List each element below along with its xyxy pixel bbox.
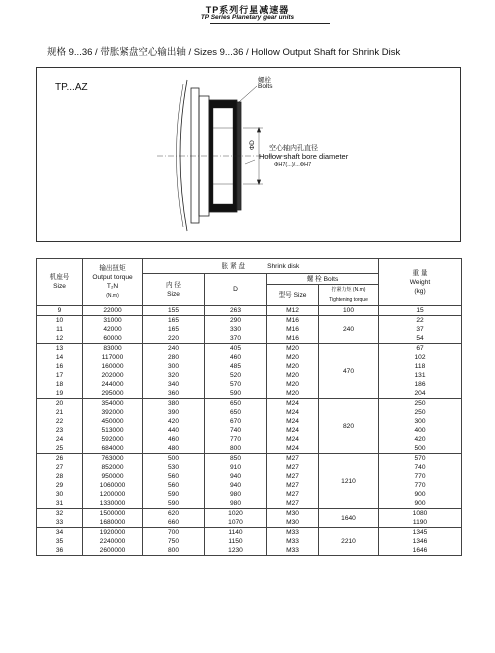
table-cell: 131 bbox=[379, 371, 462, 380]
table-cell: 320 bbox=[143, 371, 205, 380]
table-cell: 300 bbox=[379, 417, 462, 426]
table-cell: 155 bbox=[143, 306, 205, 316]
table-row bbox=[37, 344, 462, 354]
table-row bbox=[37, 435, 462, 444]
table-cell: 250 bbox=[379, 408, 462, 417]
table-cell: 485 bbox=[205, 362, 267, 371]
tightening-torque-cell: 240 bbox=[319, 316, 379, 344]
table-cell: 800 bbox=[205, 444, 267, 454]
table-cell: M20 bbox=[267, 389, 319, 399]
table-cell: M24 bbox=[267, 426, 319, 435]
table-cell: 750 bbox=[143, 537, 205, 546]
table-cell: 440 bbox=[143, 426, 205, 435]
table-cell: 290 bbox=[205, 316, 267, 326]
table-row bbox=[37, 334, 462, 344]
spec-table-body bbox=[37, 306, 462, 556]
table-cell: M24 bbox=[267, 399, 319, 409]
col-size-header: 机座号 Size bbox=[37, 259, 83, 306]
table-cell: 910 bbox=[205, 463, 267, 472]
table-cell: 22000 bbox=[83, 306, 143, 316]
table-cell: 22 bbox=[37, 417, 83, 426]
table-cell: 1330000 bbox=[83, 499, 143, 509]
table-cell: 590 bbox=[143, 490, 205, 499]
table-row bbox=[37, 362, 462, 371]
table-cell: 160000 bbox=[83, 362, 143, 371]
col-d-header: D bbox=[205, 274, 267, 306]
table-cell: 1680000 bbox=[83, 518, 143, 528]
table-cell: 36 bbox=[37, 546, 83, 556]
table-cell: 1060000 bbox=[83, 481, 143, 490]
table-cell: 42000 bbox=[83, 325, 143, 334]
table-row bbox=[37, 426, 462, 435]
table-row bbox=[37, 306, 462, 316]
table-row bbox=[37, 353, 462, 362]
table-cell: 1150 bbox=[205, 537, 267, 546]
table-cell: M20 bbox=[267, 344, 319, 354]
table-cell: 684000 bbox=[83, 444, 143, 454]
table-cell: 280 bbox=[143, 353, 205, 362]
table-cell: 650 bbox=[205, 408, 267, 417]
table-cell: 650 bbox=[205, 399, 267, 409]
table-cell: 1230 bbox=[205, 546, 267, 556]
table-cell: 770 bbox=[205, 435, 267, 444]
table-cell: 520 bbox=[205, 371, 267, 380]
table-cell: M12 bbox=[267, 306, 319, 316]
table-cell: 165 bbox=[143, 316, 205, 326]
table-cell: 102 bbox=[379, 353, 462, 362]
table-cell: 770 bbox=[379, 472, 462, 481]
drawing-frame bbox=[36, 67, 461, 242]
table-cell: 10 bbox=[37, 316, 83, 326]
table-cell: 500 bbox=[143, 454, 205, 464]
table-cell: 740 bbox=[379, 463, 462, 472]
table-cell: M27 bbox=[267, 472, 319, 481]
table-row bbox=[37, 481, 462, 490]
table-cell: 54 bbox=[379, 334, 462, 344]
table-row bbox=[37, 490, 462, 499]
table-cell: 900 bbox=[379, 490, 462, 499]
table-cell: 12 bbox=[37, 334, 83, 344]
table-cell: 37 bbox=[379, 325, 462, 334]
table-cell: 11 bbox=[37, 325, 83, 334]
header-divider bbox=[210, 23, 330, 24]
shrink-disk-header: 胀 紧 盘 Shrink disk bbox=[143, 259, 379, 274]
table-cell: 900 bbox=[379, 499, 462, 509]
table-cell: M24 bbox=[267, 444, 319, 454]
table-cell: 202000 bbox=[83, 371, 143, 380]
tightening-torque-cell: 100 bbox=[319, 306, 379, 316]
table-cell: M20 bbox=[267, 362, 319, 371]
table-cell: 354000 bbox=[83, 399, 143, 409]
table-cell: 165 bbox=[143, 325, 205, 334]
table-row bbox=[37, 380, 462, 389]
table-row bbox=[37, 408, 462, 417]
table-cell: M20 bbox=[267, 371, 319, 380]
table-row bbox=[37, 371, 462, 380]
table-cell: 1140 bbox=[205, 528, 267, 538]
table-cell: 763000 bbox=[83, 454, 143, 464]
table-cell: M20 bbox=[267, 353, 319, 362]
table-row bbox=[37, 463, 462, 472]
table-cell: 340 bbox=[143, 380, 205, 389]
table-cell: 392000 bbox=[83, 408, 143, 417]
tolerance-label: ΦH7(...)/...ΦH7 bbox=[274, 162, 312, 168]
tightening-torque-cell: 820 bbox=[319, 399, 379, 454]
table-cell: 770 bbox=[379, 481, 462, 490]
table-row bbox=[37, 444, 462, 454]
table-cell: 33 bbox=[37, 518, 83, 528]
table-cell: 25 bbox=[37, 444, 83, 454]
table-cell: 22 bbox=[379, 316, 462, 326]
table-cell: 1646 bbox=[379, 546, 462, 556]
shrink-disk-drawing bbox=[37, 68, 462, 243]
table-cell: 460 bbox=[143, 435, 205, 444]
table-cell: M24 bbox=[267, 408, 319, 417]
table-cell: 852000 bbox=[83, 463, 143, 472]
section-title: 规格 9...36 / 带胀紧盘空心输出轴 / Sizes 9...36 / Hollow Output Shaft for Shrink Disk bbox=[47, 47, 401, 58]
table-cell: 330 bbox=[205, 325, 267, 334]
table-row bbox=[37, 454, 462, 464]
table-cell: 300 bbox=[143, 362, 205, 371]
table-cell: 620 bbox=[143, 509, 205, 519]
table-cell: M27 bbox=[267, 454, 319, 464]
tightening-torque-cell: 1640 bbox=[319, 509, 379, 528]
table-cell: M30 bbox=[267, 518, 319, 528]
bolts-header: 螺 栓 Bolts bbox=[267, 274, 379, 285]
table-cell: 1346 bbox=[379, 537, 462, 546]
bolts-label-en: Bolts bbox=[258, 83, 273, 90]
table-cell: 400 bbox=[379, 426, 462, 435]
table-cell: 420 bbox=[379, 435, 462, 444]
model-label: TP...AZ bbox=[55, 82, 88, 93]
table-cell: 17 bbox=[37, 371, 83, 380]
table-cell: 295000 bbox=[83, 389, 143, 399]
table-cell: 740 bbox=[205, 426, 267, 435]
table-row bbox=[37, 509, 462, 519]
table-row bbox=[37, 472, 462, 481]
table-cell: 1200000 bbox=[83, 490, 143, 499]
table-cell: 560 bbox=[143, 481, 205, 490]
table-cell: M27 bbox=[267, 481, 319, 490]
table-cell: 1070 bbox=[205, 518, 267, 528]
table-cell: 28 bbox=[37, 472, 83, 481]
table-cell: M24 bbox=[267, 417, 319, 426]
table-cell: 592000 bbox=[83, 435, 143, 444]
table-cell: 15 bbox=[379, 306, 462, 316]
table-cell: M16 bbox=[267, 316, 319, 326]
table-cell: 117000 bbox=[83, 353, 143, 362]
table-cell: 1020 bbox=[205, 509, 267, 519]
table-cell: 850 bbox=[205, 454, 267, 464]
table-cell: 240 bbox=[143, 344, 205, 354]
table-cell: 940 bbox=[205, 481, 267, 490]
table-cell: 244000 bbox=[83, 380, 143, 389]
table-cell: 204 bbox=[379, 389, 462, 399]
bore-dim-label: ΦD bbox=[249, 140, 256, 150]
table-cell: 19 bbox=[37, 389, 83, 399]
table-cell: 16 bbox=[37, 362, 83, 371]
table-cell: 250 bbox=[379, 399, 462, 409]
table-cell: 35 bbox=[37, 537, 83, 546]
tightening-torque-cell: 1210 bbox=[319, 454, 379, 509]
table-cell: 2600000 bbox=[83, 546, 143, 556]
table-row bbox=[37, 389, 462, 399]
table-cell: 480 bbox=[143, 444, 205, 454]
table-cell: 1080 bbox=[379, 509, 462, 519]
bore-label-en: Hollow shaft bore diameter bbox=[259, 152, 349, 161]
table-cell: 1500000 bbox=[83, 509, 143, 519]
table-cell: 1345 bbox=[379, 528, 462, 538]
table-row bbox=[37, 316, 462, 326]
table-row bbox=[37, 546, 462, 556]
table-cell: 420 bbox=[143, 417, 205, 426]
table-cell: 390 bbox=[143, 408, 205, 417]
table-cell: 13 bbox=[37, 344, 83, 354]
table-cell: 800 bbox=[143, 546, 205, 556]
tightening-torque-cell: 470 bbox=[319, 344, 379, 399]
table-cell: M27 bbox=[267, 463, 319, 472]
table-cell: 450000 bbox=[83, 417, 143, 426]
table-cell: 530 bbox=[143, 463, 205, 472]
table-row bbox=[37, 518, 462, 528]
table-row bbox=[37, 499, 462, 509]
table-cell: M27 bbox=[267, 499, 319, 509]
table-cell: 118 bbox=[379, 362, 462, 371]
table-cell: 980 bbox=[205, 490, 267, 499]
col-torque-header: 输出扭矩 Output torque T₂N (N.m) bbox=[83, 259, 143, 306]
table-cell: M33 bbox=[267, 537, 319, 546]
table-cell: 24 bbox=[37, 435, 83, 444]
table-row bbox=[37, 537, 462, 546]
col-weight-header: 重 量 Weight (kg) bbox=[379, 259, 462, 306]
header-title-cn: TP系列行星减速器 bbox=[205, 5, 290, 15]
table-cell: 31 bbox=[37, 499, 83, 509]
table-cell: 220 bbox=[143, 334, 205, 344]
col-bolt-size-header: 型号 Size bbox=[267, 285, 319, 306]
bolts-label-cn: 螺栓 bbox=[258, 77, 271, 84]
table-cell: 660 bbox=[143, 518, 205, 528]
table-cell: 83000 bbox=[83, 344, 143, 354]
header-title-en: TP Series Planetary gear units bbox=[200, 14, 295, 21]
col-tightening-header: 拧紧力矩 (N.m) Tightening torque bbox=[319, 285, 379, 306]
table-cell: 950000 bbox=[83, 472, 143, 481]
spec-table bbox=[36, 258, 462, 556]
table-row bbox=[37, 399, 462, 409]
table-cell: 67 bbox=[379, 344, 462, 354]
table-row bbox=[37, 325, 462, 334]
table-cell: 186 bbox=[379, 380, 462, 389]
table-cell: 26 bbox=[37, 454, 83, 464]
table-cell: 60000 bbox=[83, 334, 143, 344]
table-cell: 360 bbox=[143, 389, 205, 399]
table-cell: 14 bbox=[37, 353, 83, 362]
bore-label-cn: 空心轴内孔直径 bbox=[269, 145, 318, 152]
table-cell: 570 bbox=[379, 454, 462, 464]
table-cell: M33 bbox=[267, 528, 319, 538]
table-cell: 590 bbox=[143, 499, 205, 509]
table-cell: 590 bbox=[205, 389, 267, 399]
table-cell: M24 bbox=[267, 435, 319, 444]
table-cell: 940 bbox=[205, 472, 267, 481]
table-cell: 30 bbox=[37, 490, 83, 499]
table-cell: 570 bbox=[205, 380, 267, 389]
table-cell: M30 bbox=[267, 509, 319, 519]
tightening-torque-cell: 2210 bbox=[319, 528, 379, 556]
table-cell: 1190 bbox=[379, 518, 462, 528]
table-cell: 32 bbox=[37, 509, 83, 519]
table-cell: M20 bbox=[267, 380, 319, 389]
table-cell: 31000 bbox=[83, 316, 143, 326]
table-cell: M16 bbox=[267, 325, 319, 334]
table-cell: 700 bbox=[143, 528, 205, 538]
table-cell: 500 bbox=[379, 444, 462, 454]
table-cell: 513000 bbox=[83, 426, 143, 435]
table-cell: M27 bbox=[267, 490, 319, 499]
table-cell: 34 bbox=[37, 528, 83, 538]
table-cell: 23 bbox=[37, 426, 83, 435]
table-cell: 27 bbox=[37, 463, 83, 472]
table-cell: M33 bbox=[267, 546, 319, 556]
table-cell: 2240000 bbox=[83, 537, 143, 546]
table-cell: 460 bbox=[205, 353, 267, 362]
table-cell: 1920000 bbox=[83, 528, 143, 538]
table-cell: 670 bbox=[205, 417, 267, 426]
table-cell: 380 bbox=[143, 399, 205, 409]
table-cell: M16 bbox=[267, 334, 319, 344]
table-cell: 18 bbox=[37, 380, 83, 389]
table-cell: 20 bbox=[37, 399, 83, 409]
table-cell: 263 bbox=[205, 306, 267, 316]
table-cell: 405 bbox=[205, 344, 267, 354]
table-cell: 29 bbox=[37, 481, 83, 490]
table-cell: 9 bbox=[37, 306, 83, 316]
table-cell: 370 bbox=[205, 334, 267, 344]
table-cell: 560 bbox=[143, 472, 205, 481]
table-cell: 980 bbox=[205, 499, 267, 509]
table-cell: 21 bbox=[37, 408, 83, 417]
col-inner-header: 内 径 Size bbox=[143, 274, 205, 306]
table-row bbox=[37, 417, 462, 426]
table-row bbox=[37, 528, 462, 538]
